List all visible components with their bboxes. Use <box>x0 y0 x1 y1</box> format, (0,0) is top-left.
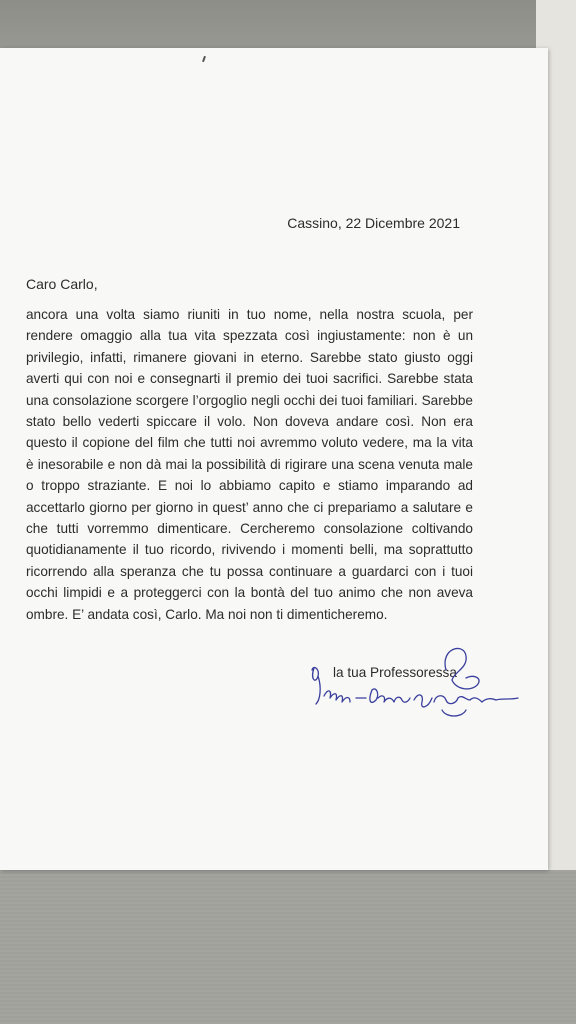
letter-body-line: quotidianamente il tuo ricordo, rivivendo i momenti belli, ma soprattutto <box>26 542 473 558</box>
letter-body-line: una consolazione scorgere l’orgoglio negli occhi dei tuoi familiari. Sarebbe <box>26 392 473 408</box>
letter-body-line: questo il copione del film che tutti noi avremmo voluto vedere, ma la vita <box>26 435 473 451</box>
letter-body-line: privilegio, infatti, rimanere giovani in eterno. Sarebbe stato giusto oggi <box>26 349 473 365</box>
letter-body-line: accettarlo giorno per giorno in quest’ anno che ci prepariamo a salutare e <box>26 499 473 515</box>
letter-body-line: che tutti vorremmo dimenticare. Cercheremo consolazione coltivando <box>26 521 473 537</box>
letter-body <box>26 304 473 625</box>
letter-body-line: è inesorabile e non dà mai la possibilità di rigirare una scena venuta male <box>26 456 473 472</box>
letter-salutation: Caro Carlo, <box>26 276 98 292</box>
letter-closing: la tua Professoressa <box>333 665 457 680</box>
background-table-surface <box>0 870 576 1024</box>
letter-body-line: averti qui con noi e consegnarti il premio dei tuoi sacrifici. Sarebbe stata <box>26 371 473 387</box>
paper-mark <box>202 56 206 62</box>
handwritten-signature <box>306 640 526 720</box>
letter-body-line: stato bello vederti spiccare il volo. Non doveva andare così. Non era <box>26 414 473 430</box>
letter-body-line: ancora una volta siamo riuniti in tuo nome, nella nostra scuola, per <box>26 307 473 322</box>
letter-body-line: occhi limpidi e a proteggerci con la bontà del tuo animo che non aveva <box>26 585 473 601</box>
letter-body-line: rendere omaggio alla tua vita spezzata così ingiustamente: non è un <box>26 328 473 344</box>
letter-date: Cassino, 22 Dicembre 2021 <box>287 215 460 231</box>
letter-body-line: o troppo straziante. E noi lo abbiamo capito e stiamo imparando ad <box>26 478 473 494</box>
letter-paper <box>0 48 548 870</box>
letter-body-line: ombre. E’ andata così, Carlo. Ma noi non ti dimenticheremo. <box>26 606 388 622</box>
letter-body-line: ricorrendo alla speranza che tu possa continuare a guardarci con i tuoi <box>26 563 473 579</box>
